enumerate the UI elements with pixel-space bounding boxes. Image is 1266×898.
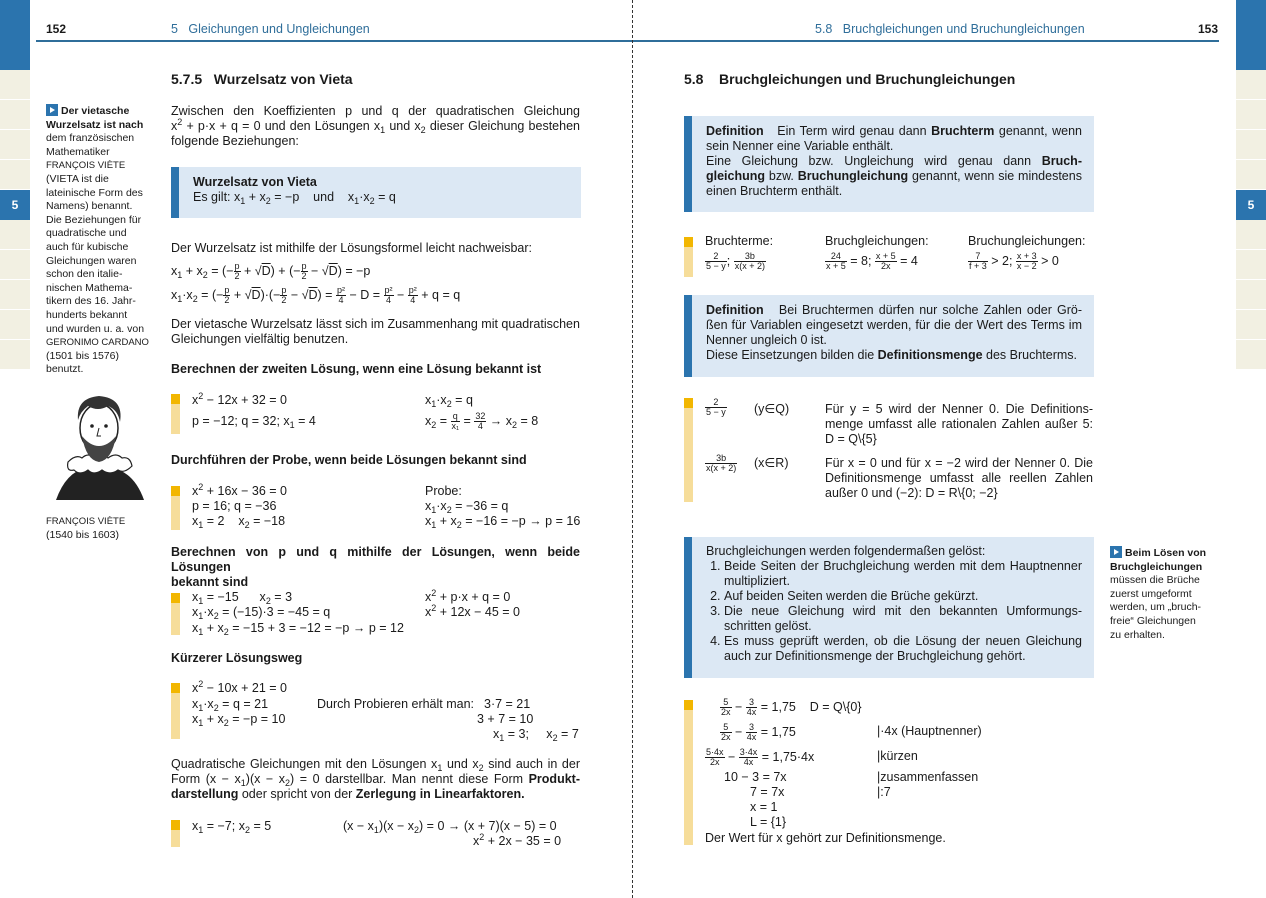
example-domain: (x∈R) bbox=[754, 456, 789, 470]
example-line: $x_1\cdot x_2 = q = 21$ bbox=[192, 697, 269, 713]
example-explanation: Für y = 5 wird der Nenner 0. Die Definitionsmenge umfasst alle rationalen Zahlen außer 5: D = Q\{5} bbox=[825, 402, 1093, 446]
example-label: Bruchgleichungen: bbox=[825, 234, 929, 248]
example-line: $x_2$ = $\frac{q}{\text{x₁}}$ = $\frac{32}{4}$ → $x_2 = 8$ bbox=[425, 411, 539, 431]
example-line: $x_1\cdot x_2 = (-15)\cdot 3 = -45 = q$ bbox=[192, 605, 331, 621]
header-rule bbox=[633, 40, 1219, 42]
chapter-tab-5[interactable]: 5 bbox=[0, 190, 30, 220]
worked-conclusion: Der Wert für x gehört zur Definitionsmenge. bbox=[705, 831, 946, 845]
subheading-p-q: Berechnen von p und q mithilfe der Lösungen, wenn beide Lösungen bekannt sind bbox=[171, 545, 580, 589]
example-line: p = 16; q = −36 bbox=[192, 499, 277, 513]
example-line: $x_1 = -7$; $x_2 = 5$ bbox=[192, 819, 272, 835]
section-title: 5.8 Bruchgleichungen und Bruchungleichungen bbox=[684, 71, 1016, 87]
example-marker bbox=[171, 820, 180, 847]
example-line: Durch Probieren erhält man: bbox=[317, 697, 475, 711]
example-fractions: $\frac{24}{x + 5}$ = 8; $\frac{x + 5}{2x}$ = 4 bbox=[826, 251, 918, 271]
header-rule bbox=[36, 40, 632, 42]
example-label: Bruchterme: bbox=[705, 234, 774, 248]
procedure-step: 2. Auf beiden Seiten werden die Brüche gekürzt. bbox=[724, 589, 1082, 604]
example-explanation: Für x = 0 und für x = −2 wird der Nenner 0. Die Definitionsmenge umfasst alle reellen Zahlen außer 0 und (−2): D = R\{0; −2} bbox=[825, 456, 1093, 500]
left-thumb-tabs bbox=[0, 0, 30, 405]
example-line: Probe: bbox=[425, 484, 462, 498]
subheading-probe: Durchführen der Probe, wenn beide Lösungen bekannt sind bbox=[171, 453, 527, 467]
step-note: |·4x (Hauptnenner) bbox=[877, 724, 982, 738]
example-line: $x^2 + p\cdot x + q = 0$ bbox=[425, 588, 511, 604]
example-label: Bruchungleichungen: bbox=[968, 234, 1086, 248]
play-arrow-icon bbox=[46, 104, 58, 116]
example-line: $x^2 + 12x - 45 = 0$ bbox=[425, 603, 521, 619]
example-line: $x_1 + x_2 = -16 = -p \to p = 16$ bbox=[425, 514, 581, 530]
example-line: p = −12; q = 32; $x_1 = 4$ bbox=[192, 414, 316, 430]
example-marker bbox=[171, 394, 180, 434]
proof-intro: Der Wurzelsatz ist mithilfe der Lösungsformel leicht nachweisbar: bbox=[171, 241, 533, 255]
product-paragraph: Quadratische Gleichungen mit den Lösungen $x_1$ und $x_2$ sind auch in der Form $(x - x_1)(x - x_2) = 0$ darstellbar. Man nennt diese Form Produkt- darstellung oder spricht von der Zerlegung in Linearfaktoren. bbox=[171, 757, 580, 801]
step-note: |:7 bbox=[877, 785, 891, 799]
worked-line: x = 1 bbox=[750, 800, 778, 814]
example-line: $x_1 = 3$; $x_2 = 7$ bbox=[493, 727, 579, 743]
example-marker bbox=[171, 593, 180, 635]
example-line: $x_1 = 2$ $x_2 = -18$ bbox=[192, 514, 286, 530]
margin-note-vieta: Der vietasche Wurzelsatz ist nach dem französischen Mathematiker FRANÇOIS VIÈTE (VIETA ist die lateinische Form des Namens) benannt. Die Beziehungen für quadratische und auch für kubische Gleichungen waren schon den italie- nischen Mathema- tikern des 16. Jahr- hunderts bekannt und wurden u. a. von GERONIMO CARDANO (1501 bis 1576) benutzt. bbox=[46, 105, 149, 376]
example-line: 3·7 = 21 bbox=[484, 697, 531, 711]
worked-line: $\frac{5}{2x}$ − $\frac{3}{4x}$ = 1,75 D = Q\{0} bbox=[721, 697, 862, 717]
example-marker bbox=[684, 398, 693, 502]
example-marker bbox=[684, 700, 693, 845]
step-note: |zusammenfassen bbox=[877, 770, 979, 784]
example-marker bbox=[171, 486, 180, 530]
play-arrow-icon bbox=[1110, 546, 1122, 558]
margin-note-solving: Beim Lösen von Bruchgleichungen müssen die Brüche zuerst umgeformt werden, um „bruch- freie“ Gleichungen zu erhalten. bbox=[1110, 547, 1207, 641]
example-fractions: $\frac{2}{5 - y}$ ; $\frac{3b}{x(x + 2)}$ bbox=[706, 251, 765, 271]
procedure-step: 3. Die neue Gleichung wird mit den bekannten Umformungsschritten gelöst. bbox=[724, 604, 1082, 634]
example-line: 3 + 7 = 10 bbox=[477, 712, 534, 726]
usage-paragraph: Der vietasche Wurzelsatz lässt sich im Zusammenhang mit quadratischen Gleichungen vielfältig benutzen. bbox=[171, 317, 580, 346]
example-line: $x_1 = -15$ $x_2 = 3$ bbox=[192, 590, 293, 606]
proof-line-sum: $x_1 + x_2$ = (− $\frac{p}{2}$ + √D) + (− $\frac{p}{2}$ − √D) = −p bbox=[171, 261, 371, 281]
theorem-box-vieta: Wurzelsatz von Vieta Es gilt: $x_1 + x_2 = -p$ und $x_1\cdot x_2 = q$ bbox=[171, 167, 581, 218]
chapter-tab-5[interactable]: 5 bbox=[1236, 190, 1266, 220]
example-fractions: $\frac{7}{f + 3}$ > 2; $\frac{x + 3}{x - 2}$ > 0 bbox=[969, 251, 1059, 271]
portrait-francois-viete-image bbox=[46, 390, 152, 508]
definition-box-definitionsmenge: Definition Bei Bruchtermen dürfen nur solche Zahlen oder Größen für Variablen eingesetzt werden, für die der Wert des Terms im Nenner ungleich 0 ist. Diese Einsetzungen bilden die Definitionsmenge des Bruchterms. bbox=[684, 295, 1094, 377]
example-line: $x^2 + 2x - 35 = 0$ bbox=[473, 832, 562, 848]
procedure-step: 1. Beide Seiten der Bruchgleichung werden mit dem Hauptnenner multipliziert. bbox=[724, 559, 1082, 589]
proof-line-product: $x_1\cdot x_2$ = (− $\frac{p}{2}$ + √D)·(− $\frac{p}{2}$ − √D) = $\frac{\text{p²}}{4}$ − D = $\frac{\text{p²}}{4}$ − $\frac{\text{p²}}{4}$ + q = q bbox=[171, 285, 461, 305]
page-number: 153 bbox=[1198, 22, 1219, 36]
thumb-tab-block bbox=[0, 0, 30, 70]
subheading-short-way: Kürzerer Lösungsweg bbox=[171, 651, 303, 665]
step-note: |kürzen bbox=[877, 749, 918, 763]
example-line: $x^2 - 12x + 32 = 0$ bbox=[192, 391, 288, 407]
worked-line: $\frac{5}{2x}$ − $\frac{3}{4x}$ = 1,75 bbox=[721, 722, 796, 742]
example-line: $x^2 + 16x - 36 = 0$ bbox=[192, 482, 288, 498]
worked-line: 10 − 3 = 7x bbox=[724, 770, 787, 784]
example-line: $x_1 + x_2 = -p = 10$ bbox=[192, 712, 286, 728]
procedure-step: 4. Es muss geprüft werden, ob die Lösung der neuen Gleichung auch zur Definitionsmenge der Bruchgleichung gehört. bbox=[724, 634, 1082, 664]
page-fold-divider bbox=[632, 0, 633, 898]
example-line: $x_1\cdot x_2 = -36 = q$ bbox=[425, 499, 509, 515]
section-title: 5.7.5 Wurzelsatz von Vieta bbox=[171, 71, 353, 87]
intro-paragraph: Zwischen den Koeffizienten p und q der quadratischen Gleichung $x^2 + p\cdot x + q = 0$ und den Lösungen $x_1$ und $x_2$ dieser Gleichung bestehen folgende Beziehungen: bbox=[171, 104, 580, 148]
example-domain: (y∈Q) bbox=[754, 402, 790, 416]
page-number: 152 bbox=[46, 22, 67, 36]
right-thumb-tabs bbox=[1236, 0, 1266, 405]
example-marker bbox=[171, 683, 180, 739]
example-term: $\frac{3b}{x(x + 2)}$ bbox=[706, 453, 737, 473]
subheading-second-solution: Berechnen der zweiten Lösung, wenn eine Lösung bekannt ist bbox=[171, 362, 542, 376]
example-line: $x_1 + x_2 = -15 + 3 = -12 = -p \to p = 12$ bbox=[192, 621, 404, 637]
worked-line: L = {1} bbox=[750, 815, 787, 829]
example-line: $x^2 - 10x + 21 = 0$ bbox=[192, 679, 288, 695]
thumb-tab-block bbox=[1236, 0, 1266, 70]
procedure-box: Bruchgleichungen werden folgendermaßen gelöst: 1. Beide Seiten der Bruchgleichung werden mit dem Hauptnenner multipliziert. 2. Auf beiden Seiten werden die Brüche gekürzt. 3. Die neue Gleichung wird mit den bekannten Umformungsschritten gelöst. 4. Es muss geprüft werden, ob die Lösung der neuen Gleichung auch zur Definitionsmenge der Bruchgleichung gehört. bbox=[684, 537, 1094, 678]
example-line: $(x - x_1)(x - x_2) = 0 \to (x + 7)(x - 5) = 0$ bbox=[343, 819, 557, 835]
definition-box-bruchterm: Definition Ein Term wird genau dann Bruchterm genannt, wenn sein Nenner eine Variable enthält. Eine Gleichung bzw. Ungleichung wird genau dann Bruchgleichung bzw. Bruchungleichung genannt, wenn sie mindestens einen Bruchterm enthält. bbox=[684, 116, 1094, 212]
worked-line: 7 = 7x bbox=[750, 785, 785, 799]
example-marker bbox=[684, 237, 693, 277]
portrait-caption: FRANÇOIS VIÈTE (1540 bis 1603) bbox=[46, 516, 126, 541]
running-header: 5 Gleichungen und Ungleichungen bbox=[171, 22, 370, 36]
example-term: $\frac{2}{5 - y}$ bbox=[706, 397, 726, 417]
example-line: $x_1\cdot x_2 = q$ bbox=[425, 393, 473, 409]
worked-line: $\frac{5\cdot 4x}{2x}$ − $\frac{3\cdot 4x}{4x}$ = 1,75·4x bbox=[706, 747, 815, 767]
running-header: 5.8 Bruchgleichungen und Bruchungleichungen bbox=[815, 22, 1085, 36]
